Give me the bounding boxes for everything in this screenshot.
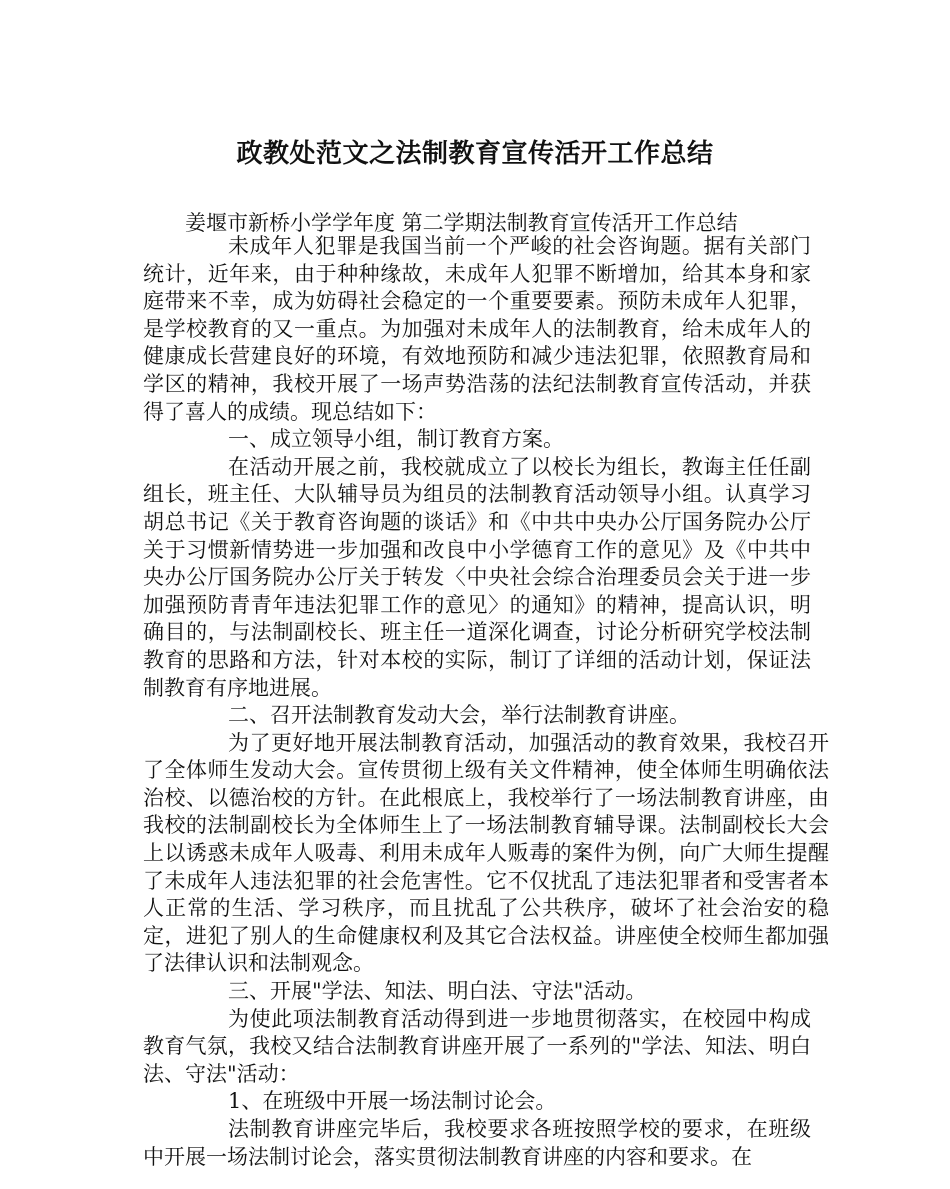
document-subtitle: 姜堰市新桥小学学年度 第二学期法制教育宣传活开工作总结 — [185, 211, 738, 235]
section-heading-3: 三、开展"学法、知法、明白法、守法"活动。 — [228, 979, 647, 1004]
section-heading-2: 二、召开法制教育发动大会，举行法制教育讲座。 — [228, 703, 690, 728]
document-body — [143, 233, 829, 1171]
paragraph-intro: 未成年人犯罪是我国当前一个严峻的社会咨询题。据有关部门统计，近年来，由于种种缘故，未成年人犯罪不断增加，给其本身和家庭带来不幸，成为妨碍社会稳定的一个重要要素。预防未成年人犯罪，是学校教育的又一重点。为加强对未成年人的法制教育，给未成年人的健康成长营建良好的环境，有效地预防和减少违法犯罪，依照教育局和学区的精神，我校开展了一场声势浩荡的法纪法制教育宣传活动，并获得了喜人的成绩。现总结如下： — [143, 234, 811, 424]
section-heading-1: 一、成立领导小组，制订教育方案。 — [228, 427, 564, 452]
paragraph-section-1: 在活动开展之前，我校就成立了以校长为组长，教诲主任任副组长，班主任、大队辅导员为组员的法制教育活动领导小组。认真学习胡总书记《关于教育咨询题的谈话》和《中共中央办公厅国务院办公厅关于习惯新情势进一步加强和改良中小学德育工作的意见》及《中共中央办公厅国务院办公厅关于转发〈中央社会综合治理委员会关于进一步加强预防青青年违法犯罪工作的意见〉的通知》的精神，提高认识，明确目的，与法制副校长、班主任一道深化调查，讨论分析研究学校法制教育的思路和方法，针对本校的实际，制订了详细的活动计划，保证法制教育有序地进展。 — [143, 454, 811, 700]
paragraph-subsection-1: 法制教育讲座完毕后，我校要求各班按照学校的要求，在班级中开展一场法制讨论会，落实贯彻法制教育讲座的内容和要求。在 — [143, 1117, 811, 1169]
paragraph-section-3: 为使此项法制教育活动得到进一步地贯彻落实，在校园中构成教育气氛，我校又结合法制教育讲座开展了一系列的"学法、知法、明白法、守法"活动： — [143, 1006, 811, 1086]
subsection-heading-1: 1、在班级中开展一场法制讨论会。 — [228, 1089, 557, 1114]
paragraph-section-2: 为了更好地开展法制教育活动，加强活动的教育效果，我校召开了全体师生发动大会。宣传贯彻上级有关文件精神，使全体师生明确依法治校、以德治校的方针。在此根底上，我校举行了一场法制教育讲座，由我校的法制副校长为全体师生上了一场法制教育辅导课。法制副校长大会上以诱惑未成年人吸毒、利用未成年人贩毒的案件为例，向广大师生提醒了未成年人违法犯罪的社会危害性。它不仅扰乱了违法犯罪者和受害者本人正常的生活、学习秩序，而且扰乱了公共秩序，破坏了社会治安的稳定，进犯了别人的生命健康权利及其它合法权益。讲座使全校师生都加强了法律认识和法制观念。 — [143, 730, 829, 976]
document-title: 政教处范文之法制教育宣传活开工作总结 — [236, 139, 714, 169]
